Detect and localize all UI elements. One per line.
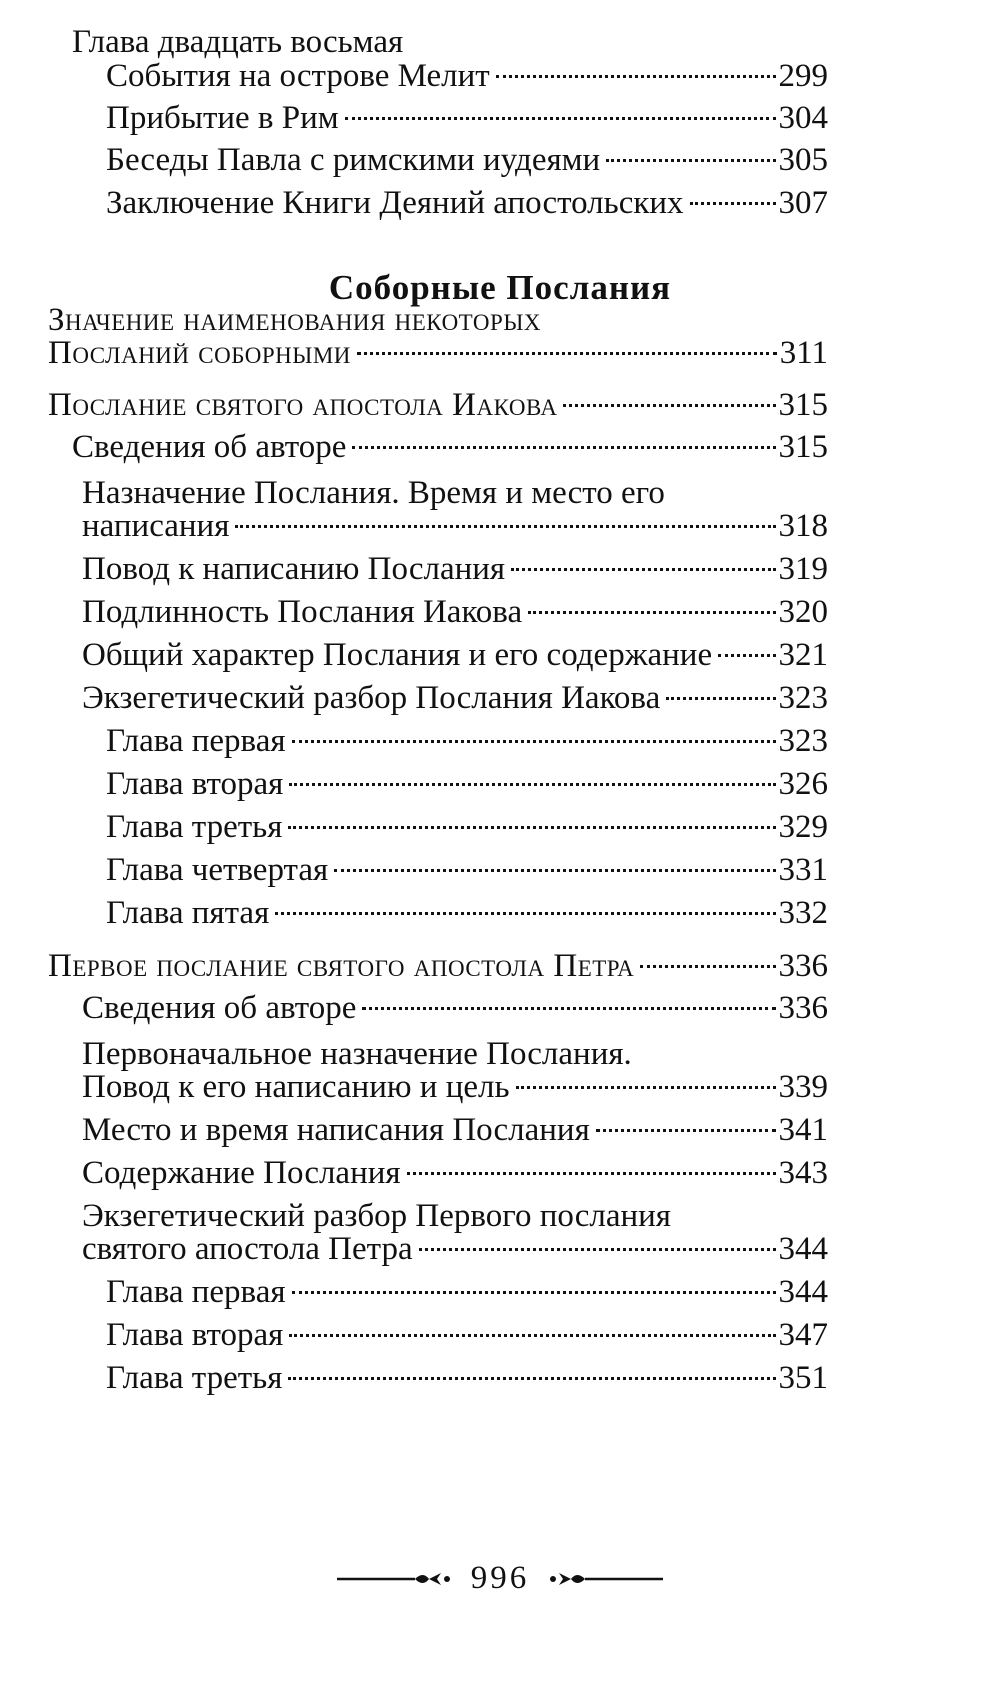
toc-entry-page: 319 (778, 551, 828, 587)
leader-dots (334, 869, 775, 872)
leader-dots (362, 1007, 775, 1010)
toc-entry-title: Сведения об авторе (82, 990, 357, 1026)
toc-entry-title: Экзегетический разбор Послания Иакова (82, 680, 661, 716)
toc-entry-page: 304 (778, 100, 828, 136)
leader-dots (352, 446, 775, 449)
toc-entry-page: 321 (778, 637, 828, 673)
toc-entry-title: Прибытие в Рим (106, 100, 339, 136)
toc-entry-title: Послание святого апостола Иакова (48, 387, 558, 423)
leader-dots (407, 1172, 776, 1175)
leader-dots (528, 611, 775, 614)
toc-entry-title: Подлинность Послания Иакова (82, 594, 523, 630)
toc-entry-page: 344 (778, 1274, 828, 1310)
leader-dots (345, 117, 776, 120)
toc-entry-title: Глава вторая (106, 766, 284, 802)
leader-dots (292, 1291, 776, 1294)
toc-entry-page: 332 (778, 895, 828, 931)
toc-entry-page: 320 (778, 594, 828, 630)
toc-entry-title: Беседы Павла с римскими иудеями (106, 142, 601, 178)
toc-entry-page: 299 (778, 58, 828, 94)
toc-entry-page: 326 (778, 766, 828, 802)
toc-entry-title: святого апостола Петра (82, 1231, 413, 1267)
leader-dots (690, 202, 776, 205)
left-ornament-icon (337, 1569, 457, 1589)
leader-dots (666, 697, 775, 700)
toc-entry-title: Повод к его написанию и цель (82, 1069, 510, 1105)
toc-entry-page: 315 (778, 429, 828, 465)
leader-dots (606, 159, 775, 162)
toc-entry-page: 331 (778, 852, 828, 888)
right-ornament-icon (543, 1569, 663, 1589)
leader-dots (288, 1377, 775, 1380)
toc-entry-title: Посланий соборными (48, 335, 351, 371)
toc-entry-title: События на острове Мелит (106, 58, 490, 94)
toc-entry-title: Глава вторая (106, 1317, 284, 1353)
toc-entry-page: 351 (778, 1360, 828, 1396)
leader-dots (275, 912, 775, 915)
toc-entry-page: 323 (778, 723, 828, 759)
toc-entry-title: написания (82, 508, 230, 544)
page-footer (0, 1560, 1000, 1597)
toc-entry-page: 339 (778, 1069, 828, 1105)
toc-entry-page: 336 (778, 990, 828, 1026)
leader-dots (289, 783, 775, 786)
leader-dots (292, 740, 776, 743)
toc-entry-title: Повод к написанию Послания (82, 551, 506, 587)
toc-entry-title: Глава третья (106, 1360, 283, 1396)
toc-entry-title: Глава первая (106, 723, 286, 759)
toc-entry-title-line1: Назначение Послания. Время и место его (82, 475, 665, 511)
toc-entry-page: 311 (779, 335, 828, 371)
leader-dots (357, 352, 777, 355)
toc-entry-title: Глава третья (106, 809, 283, 845)
leader-dots (563, 404, 775, 407)
toc-entry-page: 343 (778, 1155, 828, 1191)
toc-entry-title: Сведения об авторе (72, 429, 347, 465)
leader-dots (640, 965, 775, 968)
leader-dots (288, 826, 775, 829)
toc-entry-page: 323 (778, 680, 828, 716)
toc-entry-page: 329 (778, 809, 828, 845)
toc-entry-title: Глава первая (106, 1274, 286, 1310)
page-number: 996 (470, 1560, 530, 1596)
toc-entry-page: 336 (778, 948, 828, 984)
leader-dots (496, 75, 776, 78)
toc-entry-title: Место и время написания Послания (82, 1112, 590, 1148)
leader-dots (511, 568, 775, 571)
leader-dots (419, 1248, 776, 1251)
toc-entry-page: 315 (778, 387, 828, 423)
toc-entry-page: 347 (778, 1317, 828, 1353)
leader-dots (596, 1129, 776, 1132)
leader-dots (235, 525, 775, 528)
toc-entry-title-line1: Значение наименования некоторых (48, 302, 541, 338)
toc-entry-title-line1: Экзегетический разбор Первого послания (82, 1198, 671, 1234)
chapter-heading: Глава двадцать восьмая (72, 24, 404, 60)
leader-dots (516, 1086, 776, 1089)
toc-entry-title-line1: Первоначальное назначение Послания. (82, 1036, 632, 1072)
toc-entry-page: 307 (778, 185, 828, 221)
toc-entry-title: Глава пятая (106, 895, 270, 931)
toc-entry-title: Общий характер Послания и его содержание (82, 637, 713, 673)
toc-entry-page: 341 (778, 1112, 828, 1148)
toc-entry-page: 318 (778, 508, 828, 544)
toc-entry-page: 305 (778, 142, 828, 178)
section-title: Соборные Послания (328, 268, 672, 307)
toc-entry-title: Заключение Книги Деяний апостольских (106, 185, 684, 221)
toc-entry-page: 344 (778, 1231, 828, 1267)
toc-entry-title: Содержание Послания (82, 1155, 401, 1191)
toc-entry-title: Первое послание святого апостола Петра (48, 948, 635, 984)
toc-entry-title: Глава четвертая (106, 852, 329, 888)
leader-dots (289, 1334, 775, 1337)
leader-dots (718, 654, 775, 657)
